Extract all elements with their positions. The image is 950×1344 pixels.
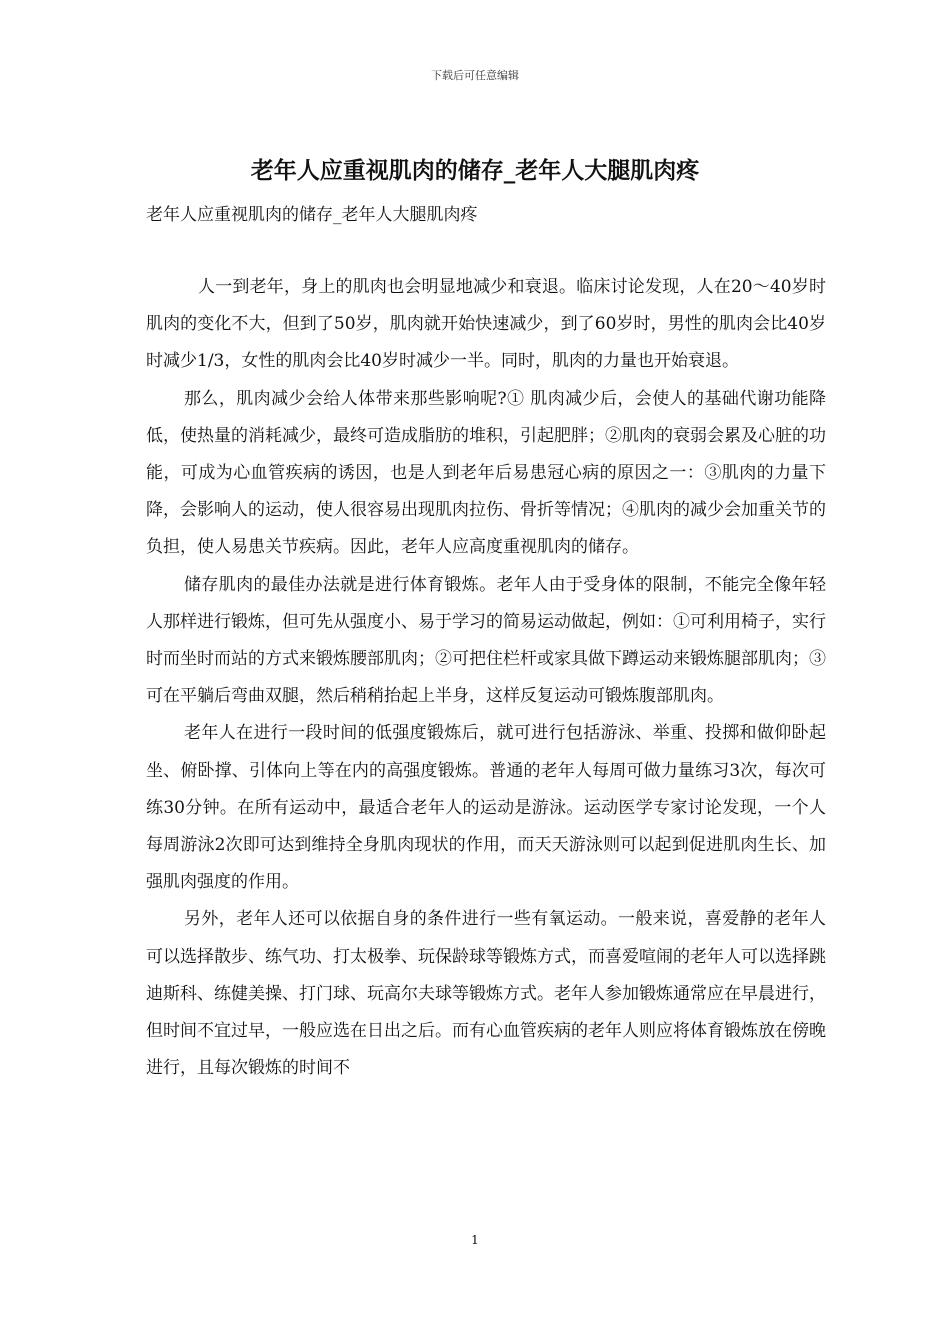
body-paragraph: 另外，老年人还可以依据自身的条件进行一些有氧运动。一般来说，喜爱静的老年人可以选择散步、练气功、打太极拳、玩保龄球等锻炼方式，而喜爱喧闹的老年人可以选择跳迪斯科、练健美操、打门球、玩高尔夫球等锻炼方式。老年人参加锻炼通常应在早晨进行，但时间不宜过早，一般应选在日出之后。而有心血管疾病的老年人则应将体育锻炼放在傍晚进行，且每次锻炼的时间不: [146, 909, 826, 1079]
body-paragraph: 那么，肌肉减少会给人体带来那些影响呢?① 肌肉减少后，会使人的基础代谢功能降低，使热量的消耗减少，最终可造成脂肪的堆积，引起肥胖；②肌肉的衰弱会累及心脏的功能，可成为心血管疾病的诱因，也是人到老年后易患冠心病的原因之一：③肌肉的力量下降，会影响人的运动，使人很容易出现肌肉拉伤、骨折等情况；④肌肉的减少会加重关节的负担，使人易患关节疾病。因此，老年人应高度重视肌肉的储存。: [146, 388, 826, 558]
document-title: 老年人应重视肌肉的储存_老年人大腿肌肉疼: [250, 158, 700, 184]
body-paragraph: 人一到老年，身上的肌肉也会明显地减少和衰退。临床讨论发现，人在20～40岁时肌肉的变化不大，但到了50岁，肌肉就开始快速减少，到了60岁时，男性的肌肉会比40岁时减少1/3，女性的肌肉会比40岁时减少一半。同时，肌肉的力量也开始衰退。: [146, 277, 826, 372]
page-number: 1: [471, 1233, 479, 1247]
body-paragraph: 储存肌肉的最佳办法就是进行体育锻炼。老年人由于受身体的限制，不能完全像年轻人那样进行锻炼，但可先从强度小、易于学习的简易运动做起，例如：①可利用椅子，实行时而坐时而站的方式来锻炼腰部肌肉；②可把住栏杆或家具做下蹲运动来锻炼腿部肌肉；③可在平躺后弯曲双腿，然后稍稍抬起上半身，这样反复运动可锻炼腹部肌肉。: [146, 574, 826, 707]
page-header-note: 下载后可任意编辑: [431, 69, 519, 82]
document-subtitle: 老年人应重视肌肉的储存_老年人大腿肌肉疼: [146, 205, 478, 225]
document-body: [146, 269, 826, 1087]
body-paragraph: 老年人在进行一段时间的低强度锻炼后，就可进行包括游泳、举重、投掷和做仰卧起坐、俯卧撑、引体向上等在内的高强度锻炼。普通的老年人每周可做力量练习3次，每次可练30分钟。在所有运动中，最适合老年人的运动是游泳。运动医学专家讨论发现，一个人每周游泳2次即可达到维持全身肌肉现状的作用，而天天游泳则可以起到促进肌肉生长、加强肌肉强度的作用。: [146, 723, 826, 893]
